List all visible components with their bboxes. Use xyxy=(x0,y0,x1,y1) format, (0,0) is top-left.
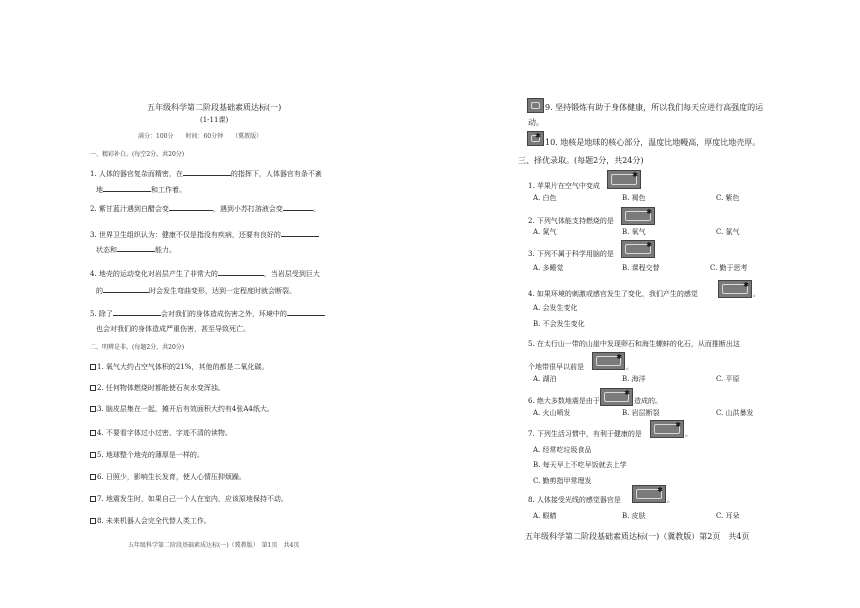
mc-question-1-stem: 1. 苹果片在空气中变成 xyxy=(528,182,600,190)
tf-item-text: 3. 脑皮层集在一起，摊开后有效面积大约有4张A4纸大。 xyxy=(97,405,274,413)
mc-q4-option-a[interactable]: A. 会发生变化 xyxy=(533,304,578,312)
mc-q7-option-a[interactable]: A. 经常吃垃圾食品 xyxy=(533,446,592,454)
fill-question-1-line2 xyxy=(96,185,186,194)
answer-checkbox[interactable] xyxy=(90,474,96,480)
answer-box-image xyxy=(592,352,625,370)
mc-q1-option-a[interactable]: A. 白色 xyxy=(533,194,557,202)
q4-blank-2[interactable] xyxy=(103,286,149,293)
answer-box-image xyxy=(527,98,544,113)
answer-box-image xyxy=(607,170,641,189)
mc-q7-option-c[interactable]: C. 勤剪指甲常理发 xyxy=(533,477,592,485)
tf-item-1 xyxy=(90,364,268,371)
mc-q6-option-c[interactable]: C. 山洪暴发 xyxy=(716,409,754,417)
answer-box-image xyxy=(632,485,666,503)
fill-question-4-line1 xyxy=(90,269,320,278)
answer-checkbox[interactable] xyxy=(90,518,96,524)
mc-q3-option-b[interactable]: B. 课程交替 xyxy=(622,264,660,272)
answer-checkbox[interactable] xyxy=(90,496,96,502)
mc-q2-option-c[interactable]: C. 氯气 xyxy=(716,228,740,236)
mc-q6-option-b[interactable]: B. 岩层断裂 xyxy=(622,409,660,417)
fill-question-1-line1 xyxy=(90,169,322,178)
q1-blank-2[interactable] xyxy=(103,185,151,192)
answer-box-image xyxy=(621,207,655,225)
mc-q6-option-a[interactable]: A. 火山喷发 xyxy=(533,409,571,417)
check-mark-icon: ✱ xyxy=(743,281,749,289)
tf-item-text: 7. 地震发生时，如果自己一个人在室内，应该原地保持不动。 xyxy=(97,495,288,503)
check-mark-icon: ✱ xyxy=(624,389,630,397)
answer-box-image xyxy=(650,420,684,438)
mc-question-7-stem: 7. 下列生活习惯中，有利于健康的是 xyxy=(528,430,642,438)
mc-q8-option-c[interactable]: C. 耳朵 xyxy=(716,512,740,520)
answer-checkbox[interactable] xyxy=(90,364,96,370)
left-page-footer: 五年级科学第二阶段基础素质达标(一)（冀教版） 第1页 共4页 xyxy=(128,542,300,549)
section2-heading: 二、明辨是非。(每题2分，共20分) xyxy=(90,344,185,351)
check-mark-icon: ✱ xyxy=(646,241,652,249)
answer-checkbox[interactable] xyxy=(90,430,96,436)
mc-question-6-suffix: 造成的。 xyxy=(634,397,662,405)
tf-item-5 xyxy=(90,452,204,459)
fill-question-5-line1 xyxy=(90,309,325,318)
mc-question-8-stem: 8. 人体接受光线的感觉器官是 xyxy=(528,496,621,504)
q1-blank-1[interactable] xyxy=(183,169,231,176)
fill-question-5-line2: 也会对我们的身体造成严重伤害，甚至导致死亡。 xyxy=(96,325,250,333)
mc-q8-option-a[interactable]: A. 眼睛 xyxy=(533,512,557,520)
tf-item-text: 6. 日照少，影响生长发育，使人心情压抑烦躁。 xyxy=(97,473,246,481)
fill-question-2 xyxy=(90,204,320,213)
mc-question-8-suffix: 。 xyxy=(667,496,674,504)
q2-text-a: 2. 紫甘蓝汁遇到白醋会变 xyxy=(90,205,169,213)
mc-question-5-suffix: 。 xyxy=(626,363,633,371)
q5-text-a: 5. 除了 xyxy=(90,310,113,318)
mc-q5-option-b[interactable]: B. 海洋 xyxy=(622,375,646,383)
tf-item-text: 2. 任何物体燃烧时都能使石灰水变浑浊。 xyxy=(97,384,225,392)
answer-checkbox[interactable] xyxy=(90,406,96,412)
q3-text-a: 3. 世界卫生组织认为：健康不仅是指没有疾病，还要有良好的 xyxy=(90,231,281,239)
mc-q5-option-a[interactable]: A. 湖泊 xyxy=(533,375,557,383)
fill-question-4-line2 xyxy=(96,286,296,295)
answer-box-image xyxy=(527,131,544,146)
tf-item-2 xyxy=(90,385,225,392)
section3-heading: 三、择优录取。(每题2分，共24分) xyxy=(518,156,644,165)
q4-blank-1[interactable] xyxy=(218,269,264,276)
check-mark-icon: ✱ xyxy=(675,421,681,429)
tf-item-text: 5. 地球整个地壳的薄厚是一样的。 xyxy=(97,451,204,459)
check-mark-icon: ✱ xyxy=(535,132,541,140)
fill-question-3-line1 xyxy=(90,230,319,239)
q2-text-c: 。 xyxy=(312,205,320,213)
mc-question-6-stem: 6. 绝大多数地震是由于 xyxy=(528,397,600,405)
q1-text-a: 1. 人体的器官复杂而精密，在 xyxy=(90,170,183,178)
mc-q4-option-b[interactable]: B. 不会发生变化 xyxy=(533,320,585,328)
q1-text-c: 地 xyxy=(96,186,103,194)
page-subtitle: (1-11课) xyxy=(200,116,229,124)
check-mark-icon: ✱ xyxy=(632,171,638,179)
mc-question-4-stem: 4. 如果环境的刺激或感官发生了变化，我们产生的感觉 xyxy=(528,290,698,298)
mc-question-2-stem: 2. 下列气体能支持燃烧的是 xyxy=(528,217,614,225)
tf-item-6 xyxy=(90,474,246,481)
mc-q1-option-c[interactable]: C. 紫色 xyxy=(716,194,740,202)
answer-box-image xyxy=(600,388,633,406)
tf-item-text: 1. 氧气大约占空气体积的21%，其他的都是二氧化碳。 xyxy=(97,363,269,371)
q5-text-b: 会对我们的身体造成伤害之外，环境中的 xyxy=(160,310,287,318)
q3-text-b: 状态和 xyxy=(96,246,117,254)
tf-item-10: 10. 地核是地球的核心部分，温度比地幔高，厚度比地壳厚。 xyxy=(545,138,761,147)
tf-item-text: 8. 未来机器人会完全代替人类工作。 xyxy=(97,517,211,525)
q1-text-d: 和工作着。 xyxy=(151,186,186,194)
answer-box-image xyxy=(718,280,752,298)
q3-blank-1[interactable] xyxy=(281,230,319,237)
mc-q7-option-b[interactable]: B. 每天早上不吃早饭就去上学 xyxy=(533,461,627,469)
q5-blank-2[interactable] xyxy=(287,309,325,316)
q2-blank-1[interactable] xyxy=(169,204,213,211)
q4-text-c: 的 xyxy=(96,287,103,295)
q5-blank-1[interactable] xyxy=(113,309,161,316)
mc-q2-option-b[interactable]: B. 氧气 xyxy=(622,228,646,236)
answer-checkbox[interactable] xyxy=(90,452,96,458)
tf-item-9-line2: 动。 xyxy=(528,118,544,127)
tf-item-8 xyxy=(90,518,211,525)
mc-q3-option-a[interactable]: A. 多睡觉 xyxy=(533,264,564,272)
q1-text-b: 的指挥下，人体器官有条不紊 xyxy=(230,170,322,178)
mc-question-5-stem-line2: 个地带很早以前是 xyxy=(528,363,584,371)
q2-text-b: ，遇到小苏打溶液会变 xyxy=(212,205,283,213)
mc-q1-option-b[interactable]: B. 褐色 xyxy=(622,194,646,202)
right-page-footer: 五年级科学第二阶段基础素质达标(一)（冀教版）第2页 共4页 xyxy=(525,532,750,541)
answer-box-image xyxy=(621,240,655,258)
check-mark-icon: ✱ xyxy=(646,208,652,216)
mc-question-7-suffix: 。 xyxy=(685,430,692,438)
tf-item-text: 4. 不要看字体过小过密、字迹不清的读物。 xyxy=(97,429,232,437)
tf-item-4 xyxy=(90,430,232,437)
q4-text-b: ，当岩层受到巨大 xyxy=(263,270,320,278)
q3-text-c: 能力。 xyxy=(155,246,176,254)
mc-question-3-stem: 3. 下列不属于科学用脑的是 xyxy=(528,250,614,258)
tf-item-7 xyxy=(90,496,288,503)
q3-blank-2[interactable] xyxy=(117,245,155,252)
q4-text-d: 时会发生弯曲变形，达到一定程度时就会断裂。 xyxy=(149,287,296,295)
tf-item-3 xyxy=(90,406,274,413)
mc-q3-option-c[interactable]: C. 勤于思考 xyxy=(710,264,748,272)
mc-q2-option-a[interactable]: A. 氮气 xyxy=(533,228,557,236)
section1-heading: 一、精彩补白。(每空2分，共20分) xyxy=(90,151,185,158)
exam-meta: 满分：100分 时间：60分钟 （冀教版） xyxy=(138,133,263,140)
answer-checkbox[interactable] xyxy=(90,385,96,391)
tf-item-9-line1: 9. 坚持锻炼有助于身体健康，所以我们每天应进行高强度的运 xyxy=(545,103,764,112)
page-title: 五年级科学第二阶段基础素质达标(一) xyxy=(147,103,282,112)
q4-text-a: 4. 地壳的运动变化对岩层产生了非常大的 xyxy=(90,270,218,278)
check-mark-icon: ✱ xyxy=(657,486,663,494)
q2-blank-2[interactable] xyxy=(283,204,313,211)
mc-question-4-suffix: 。 xyxy=(753,290,760,298)
mc-question-5-stem-line1: 5. 在太行山一带的山崖中发现卵石和海生螺蚌的化石，从而推断出这 xyxy=(528,340,740,348)
check-mark-icon: ✱ xyxy=(616,353,622,361)
mc-q5-option-c[interactable]: C. 平原 xyxy=(716,375,740,383)
fill-question-3-line2 xyxy=(96,245,176,254)
mc-q8-option-b[interactable]: B. 皮肤 xyxy=(622,512,646,520)
